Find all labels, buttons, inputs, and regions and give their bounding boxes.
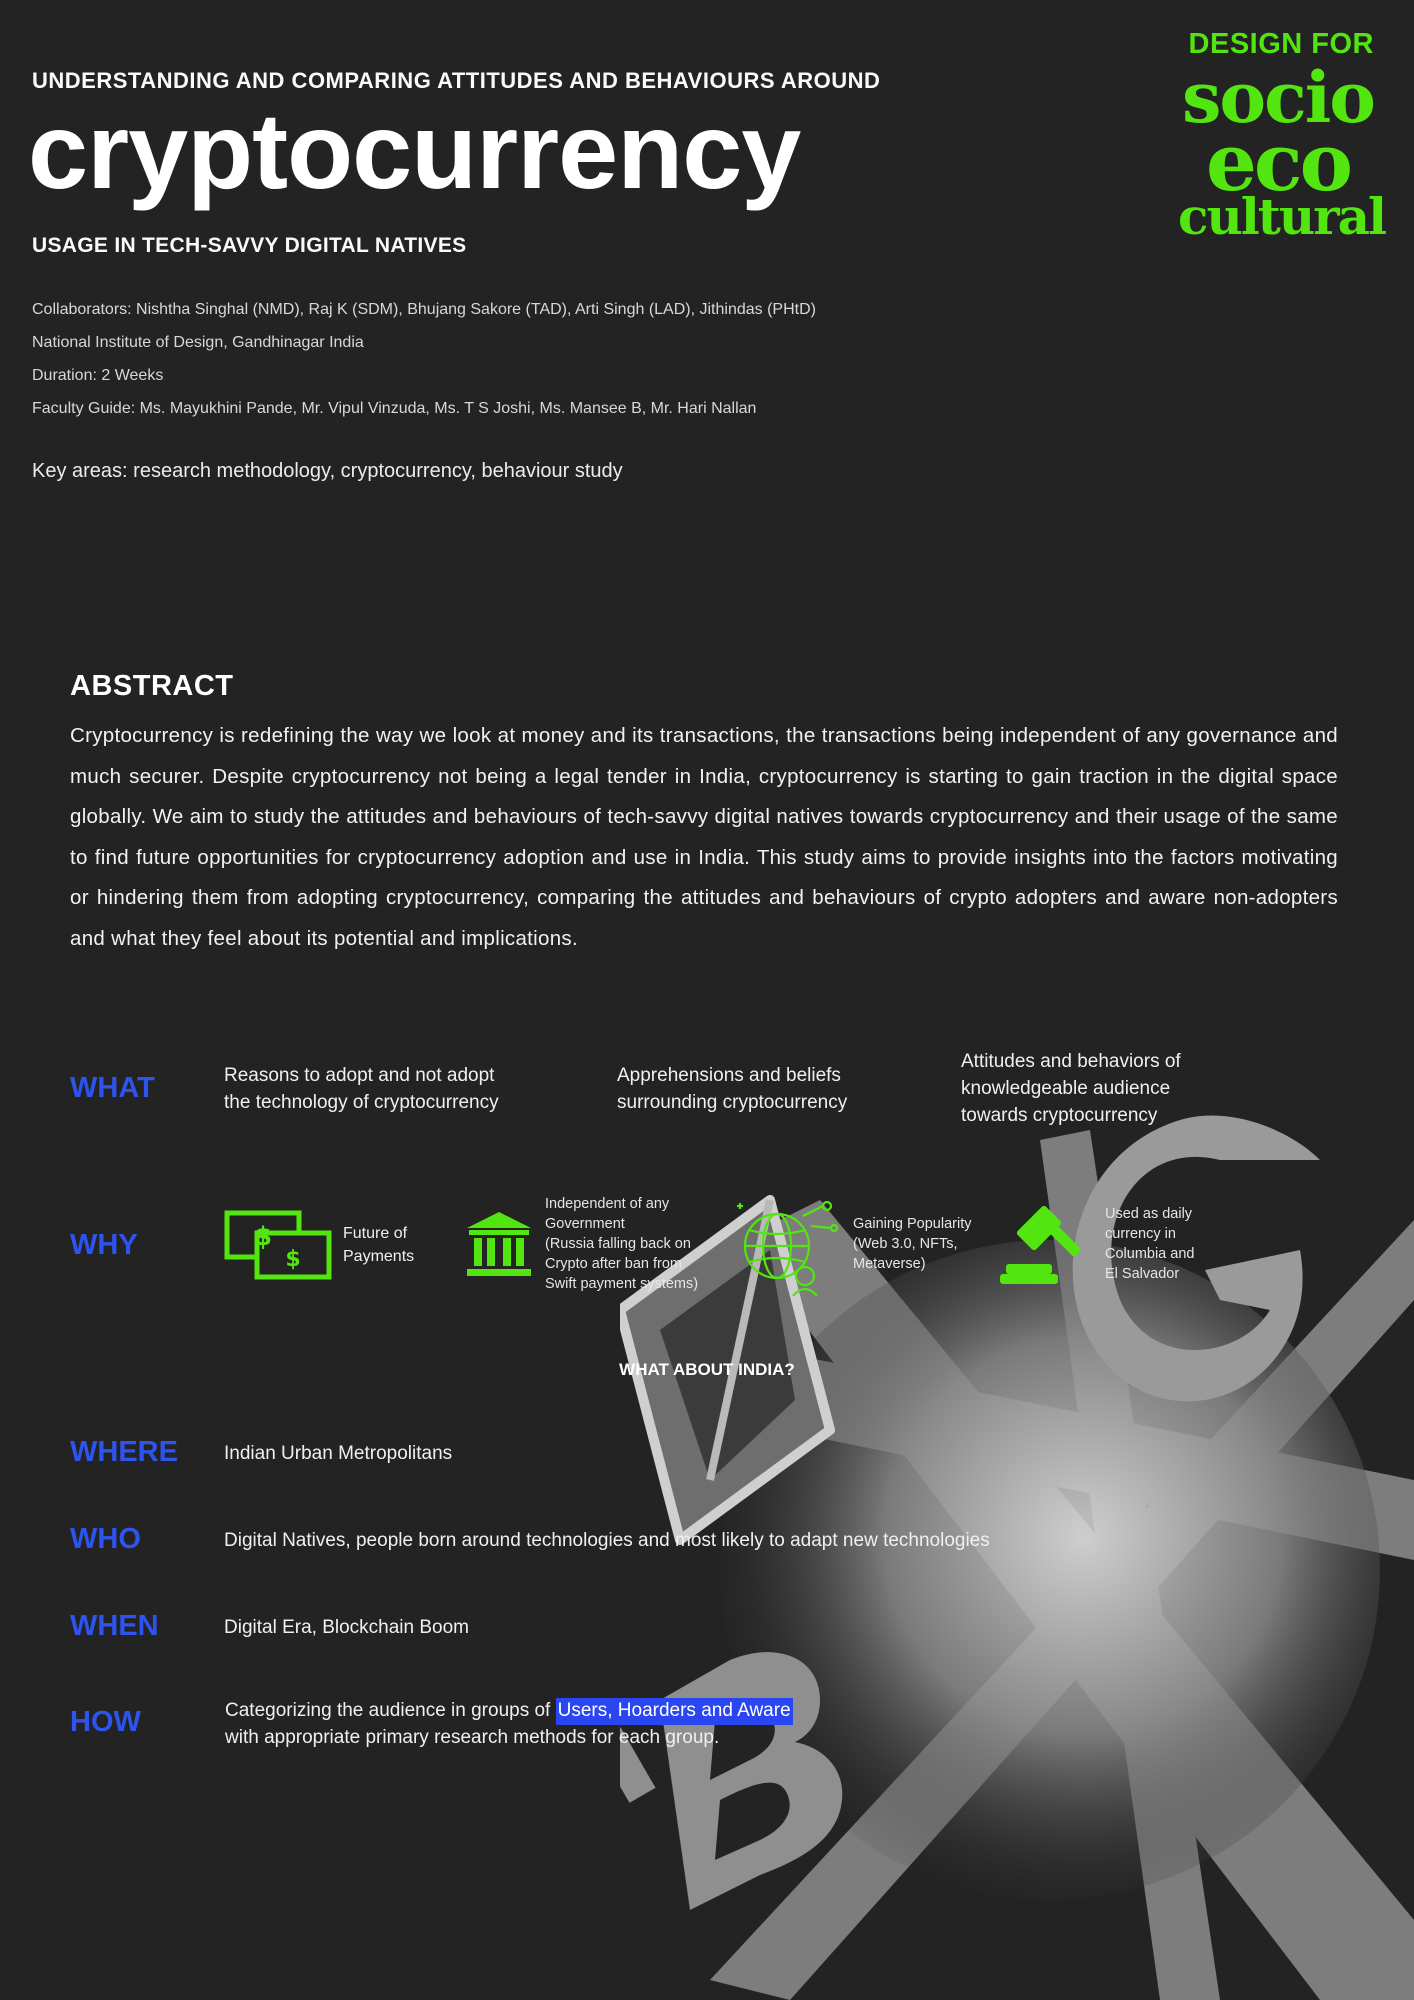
- brand-logo-line1: socio: [1181, 56, 1374, 139]
- why-item-2-line3: (Russia falling back on: [545, 1236, 691, 1252]
- what-item-2-line2: surrounding cryptocurrency: [617, 1092, 848, 1113]
- where-text: Indian Urban Metropolitans: [224, 1443, 453, 1464]
- india-question: WHAT ABOUT INDIA?: [619, 1360, 795, 1379]
- what-item-1-line1: Reasons to adopt and not adopt: [224, 1065, 495, 1086]
- how-text-line2: with appropriate primary research methods for each group.: [225, 1727, 720, 1748]
- why-item-2-line2: Government: [545, 1216, 625, 1232]
- why-item-4-line4: El Salvador: [1105, 1266, 1180, 1282]
- how-highlight: Users, Hoarders and Aware: [556, 1698, 793, 1725]
- svg-text:$: $: [253, 1222, 273, 1252]
- collaborators-text: Collaborators: Nishtha Singhal (NMD), Raj K (SDM), Bhujang Sakore (TAD), Arti Singh (LAD), Jithindas (PHtD): [32, 301, 816, 318]
- what-item-1: [224, 1062, 499, 1116]
- why-item-1-line1: Future of: [343, 1225, 408, 1242]
- brand-tagline: DESIGN FOR: [1188, 28, 1374, 60]
- institute-text: National Institute of Design, Gandhinagar India: [32, 334, 364, 351]
- why-item-4-text: [1105, 1204, 1194, 1284]
- who-label: WHO: [70, 1523, 141, 1555]
- what-item-2-line1: Apprehensions and beliefs: [617, 1065, 841, 1086]
- subtitle: USAGE IN TECH-SAVVY DIGITAL NATIVES: [32, 234, 467, 257]
- who-text: Digital Natives, people born around technologies and most likely to adapt new technologies: [224, 1530, 990, 1551]
- what-label: WHAT: [70, 1072, 155, 1104]
- why-item-3-text: [853, 1214, 972, 1274]
- brand-logo: [1178, 56, 1385, 246]
- svg-text:$: $: [285, 1247, 301, 1272]
- faculty-text: Faculty Guide: Ms. Mayukhini Pande, Mr. Vipul Vinzuda, Ms. T S Joshi, Ms. Mansee B, Mr. Hari Nallan: [32, 400, 757, 417]
- what-item-3-line1: Attitudes and behaviors of: [961, 1051, 1181, 1072]
- why-item-3-line1: Gaining Popularity: [853, 1216, 972, 1232]
- why-item-4-line2: currency in: [1105, 1226, 1176, 1242]
- brand-logo-line3: cultural: [1178, 186, 1385, 246]
- what-item-2: [617, 1062, 847, 1116]
- why-item-4-line1: Used as daily: [1105, 1206, 1193, 1222]
- why-item-3-line3: Metaverse): [853, 1256, 926, 1272]
- why-item-2-text: [545, 1194, 698, 1294]
- when-text: Digital Era, Blockchain Boom: [224, 1617, 469, 1638]
- page-title: cryptocurrency: [28, 90, 801, 211]
- money-icon: [224, 1210, 332, 1280]
- what-item-3: [961, 1048, 1181, 1129]
- gavel-icon: [996, 1204, 1086, 1286]
- why-item-3-line2: (Web 3.0, NFTs,: [853, 1236, 958, 1252]
- abstract-body: Cryptocurrency is redefining the way we look at money and its transactions, the transactions being independent of any governance and much securer. Despite cryptocurrency not being a legal tender in India, cryptocurrency is starting to gain traction in the digital space globally. We aim to study the attitudes and behaviours of tech-savvy digital natives towards cryptocurrency and their usage of the same to find future opportunities for cryptocurrency adoption and use in India. This study aims to provide insights into the factors motivating or hindering them from adopting cryptocurrency, comparing the attitudes and behaviours of crypto adopters and aware non-adopters and what they feel about its potential and implications.: [70, 724, 1338, 950]
- how-text: [225, 1697, 793, 1751]
- why-item-1-text: [343, 1222, 414, 1268]
- what-item-1-line2: the technology of cryptocurrency: [224, 1092, 499, 1113]
- bank-icon: [465, 1210, 533, 1278]
- why-item-2-line4: Crypto after ban from: [545, 1256, 682, 1272]
- what-item-3-line3: towards cryptocurrency: [961, 1105, 1158, 1126]
- what-item-3-line2: knowledgeable audience: [961, 1078, 1171, 1099]
- bitcoin-symbol-icon: [620, 1652, 842, 1910]
- why-item-2-line1: Independent of any: [545, 1196, 670, 1212]
- why-item-1-line2: Payments: [343, 1248, 415, 1265]
- why-item-2-line5: Swift payment systems): [545, 1276, 699, 1292]
- brand-logo-line2: eco: [1206, 114, 1350, 209]
- where-label: WHERE: [70, 1436, 178, 1468]
- how-text-before: Categorizing the audience in groups of: [225, 1700, 556, 1721]
- why-item-4-line3: Columbia and: [1105, 1246, 1195, 1262]
- how-label: HOW: [70, 1706, 141, 1738]
- why-label: WHY: [70, 1229, 138, 1261]
- duration-text: Duration: 2 Weeks: [32, 367, 164, 384]
- kicker-text: UNDERSTANDING AND COMPARING ATTITUDES AND BEHAVIOURS AROUND: [32, 68, 881, 93]
- abstract-heading: ABSTRACT: [70, 670, 234, 702]
- when-label: WHEN: [70, 1610, 159, 1642]
- how-text-line1: [225, 1697, 793, 1724]
- key-areas-text: Key areas: research methodology, cryptocurrency, behaviour study: [32, 460, 623, 482]
- globe-network-icon: [733, 1198, 839, 1296]
